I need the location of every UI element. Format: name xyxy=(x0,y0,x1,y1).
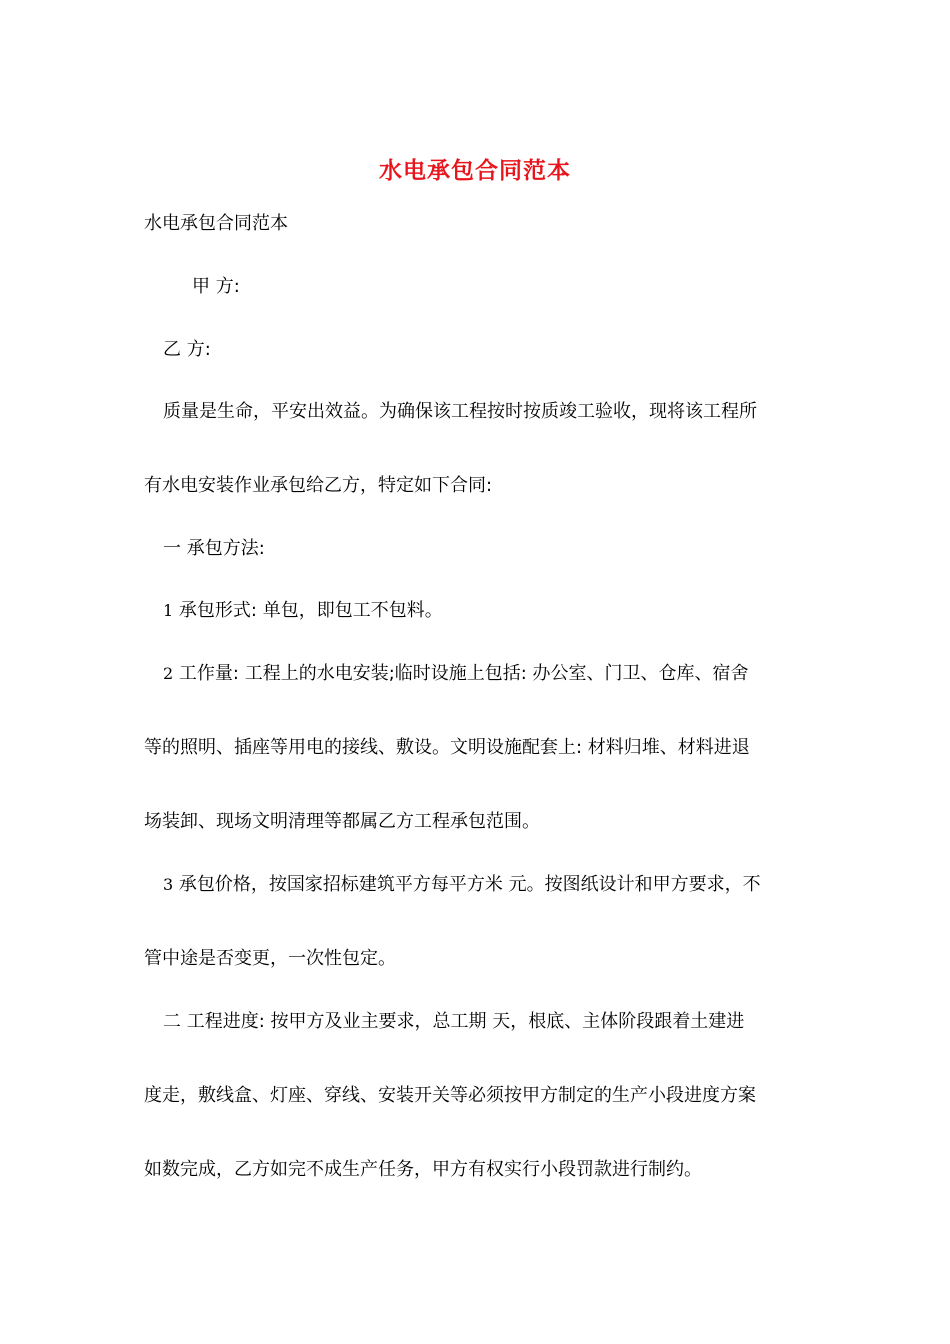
document-title: 水电承包合同范本 xyxy=(379,157,571,184)
item-1-line xyxy=(163,599,443,623)
intro-line-1: 质量是生命，平安出效益。为确保该工程按时按质竣工验收，现将该工程所 xyxy=(163,401,757,422)
document-subtitle: 水电承包合同范本 xyxy=(144,213,288,234)
section-2-line-2: 度走，敷线盒、灯座、穿线、安装开关等必须按甲方制定的生产小段进度方案 xyxy=(144,1085,756,1106)
item-3-number: 3 xyxy=(163,875,174,894)
item-1-text: 承包形式: 单包，即包工不包料。 xyxy=(178,600,443,621)
section-2-line-1: 二 工程进度: 按甲方及业主要求，总工期 天，根底、主体阶段跟着土建进 xyxy=(163,1011,745,1032)
item-2-line-3: 场装卸、现场文明清理等都属乙方工程承包范围。 xyxy=(144,811,540,832)
party-a-line: 甲 方: xyxy=(192,276,240,297)
item-2-line-2: 等的照明、插座等用电的接线、敷设。文明设施配套上: 材料归堆、材料进退 xyxy=(144,737,750,758)
intro-line-2: 有水电安装作业承包给乙方，特定如下合同: xyxy=(144,475,493,496)
item-3-line-2: 管中途是否变更，一次性包定。 xyxy=(144,948,396,969)
section-2-line-3: 如数完成，乙方如完不成生产任务，甲方有权实行小段罚款进行制约。 xyxy=(144,1159,702,1180)
item-2-number: 2 xyxy=(163,664,174,683)
item-2-text-1: 工作量: 工程上的水电安装;临时设施上包括: 办公室、门卫、仓库、宿舍 xyxy=(178,663,749,684)
party-b-line: 乙 方: xyxy=(163,339,211,360)
item-3-text-1: 承包价格，按国家招标建筑平方每平方米 元。按图纸设计和甲方要求，不 xyxy=(178,874,761,895)
item-2-line-1 xyxy=(163,662,749,686)
section-1-heading: 一 承包方法: xyxy=(163,538,265,559)
item-3-line-1 xyxy=(163,873,761,897)
item-1-number: 1 xyxy=(163,601,174,620)
